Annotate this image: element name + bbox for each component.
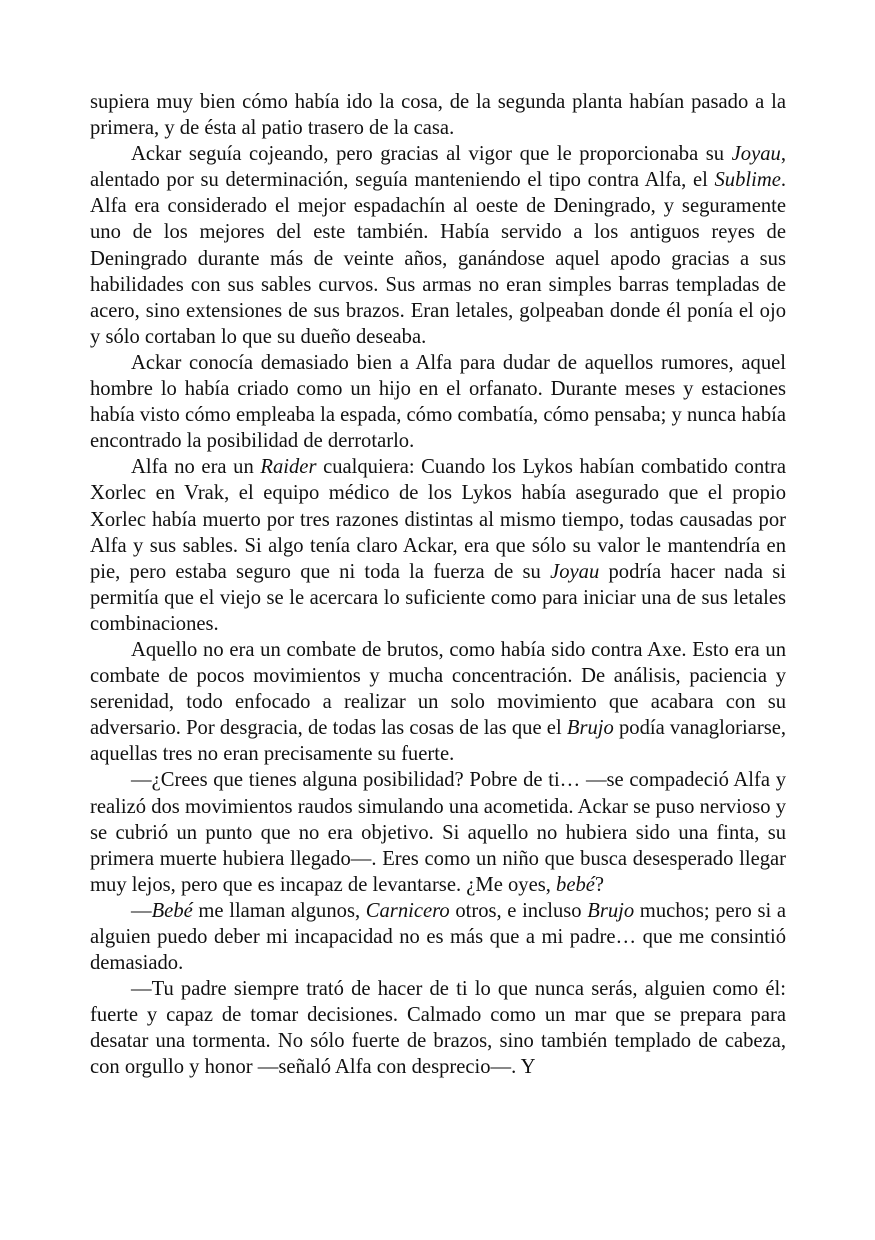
italic-text: Brujo: [566, 717, 614, 740]
text-run: Ackar seguía cojeando, pero gracias al vigor que le proporcionaba su: [131, 143, 732, 166]
text-run: podía vanagloriarse, aquellas tres no eran precisamente su fuerte.: [90, 717, 786, 766]
paragraph: [90, 637, 786, 767]
text-run: supiera muy bien cómo había ido la cosa, de la segunda planta habían pasado a la primera, y de ésta al patio trasero de la casa.: [90, 91, 786, 140]
paragraph: [90, 454, 786, 637]
text-run: Alfa no era un: [131, 456, 261, 479]
text-run: me llaman algunos,: [192, 899, 366, 922]
text-run: —Tu padre siempre trató de hacer de ti lo que nunca serás, alguien como él: fuerte y capaz de tomar decisiones. Calmado como un mar que se prepara para desatar una tormenta. No sólo fuerte de brazos, sino también templado de cabeza, con orgullo y honor —señaló Alfa con desprecio—. Y: [90, 978, 786, 1079]
italic-text: Brujo: [587, 899, 635, 922]
text-run: . Alfa era considerado el mejor espadachín al oeste de Deningrado, y seguramente uno de los mejores del este también. Había servido a los antiguos reyes de Deningrado durante más de veinte años, ganándose aquel apodo gracias a sus habilidades con sus sables curvos. Sus armas no eran simples barras templadas de acero, sino extensiones de sus brazos. Eran letales, golpeaban donde él ponía el ojo y sólo cortaban lo que su dueño deseaba.: [90, 169, 786, 348]
paragraph: [90, 141, 786, 350]
paragraph: [90, 898, 786, 976]
italic-text: Bebé: [151, 899, 193, 922]
paragraph: [90, 350, 786, 454]
text-run: otros, e incluso: [449, 899, 588, 922]
paragraph: [90, 767, 786, 897]
text-run: cualquiera: Cuando los Lykos habían combatido contra Xorlec en Vrak, el equipo médico de los Lykos había asegurado que el propio Xorlec había muerto por tres razones distintas al mismo tiempo, todas causadas por Alfa y sus sables. Si algo tenía claro Ackar, era que sólo su valor le mantendría en pie, pero estaba seguro que ni toda la fuerza de su: [90, 456, 786, 583]
text-run: ?: [594, 873, 605, 896]
italic-text: Raider: [260, 456, 317, 479]
text-run: —¿Crees que tienes alguna posibilidad? Pobre de ti… —se compadeció Alfa y realizó dos movimientos raudos simulando una acometida. Ackar se puso nervioso y se cubrió un punto que no era objetivo. Si aquello no hubiera sido una finta, su primera muerte hubiera llegado—. Eres como un niño que busca desesperado llegar muy lejos, pero que es incapaz de levantarse. ¿Me oyes,: [90, 769, 786, 896]
italic-text: Joyau: [731, 143, 781, 166]
text-run: podría hacer nada si permitía que el viejo se le acercara lo suficiente como para iniciar una de sus letales combinaciones.: [90, 560, 786, 635]
text-run: Ackar conocía demasiado bien a Alfa para dudar de aquellos rumores, aquel hombre lo había criado como un hijo en el orfanato. Durante meses y estaciones había visto cómo empleaba la espada, cómo combatía, cómo pensaba; y nunca había encontrado la posibilidad de derrotarlo.: [90, 351, 786, 453]
text-run: Aquello no era un combate de brutos, como había sido contra Axe. Esto era un combate de pocos movimientos y mucha concentración. De análisis, paciencia y serenidad, todo enfocado a realizar un solo movimiento que acabara con su adversario. Por desgracia, de todas las cosas de las que el: [90, 638, 786, 740]
italic-text: Sublime: [714, 169, 781, 192]
text-run: muchos; pero si a alguien puedo deber mi incapacidad no es más que a mi padre… que me consintió demasiado.: [90, 899, 786, 975]
italic-text: Joyau: [550, 560, 600, 583]
text-run: —: [131, 899, 152, 922]
paragraph: [90, 89, 786, 141]
italic-text: Carnicero: [365, 899, 450, 922]
paragraph: [90, 976, 786, 1080]
italic-text: bebé: [556, 873, 595, 896]
text-run: , alentado por su determinación, seguía manteniendo el tipo contra Alfa, el: [90, 143, 786, 192]
book-page: [90, 89, 786, 1081]
